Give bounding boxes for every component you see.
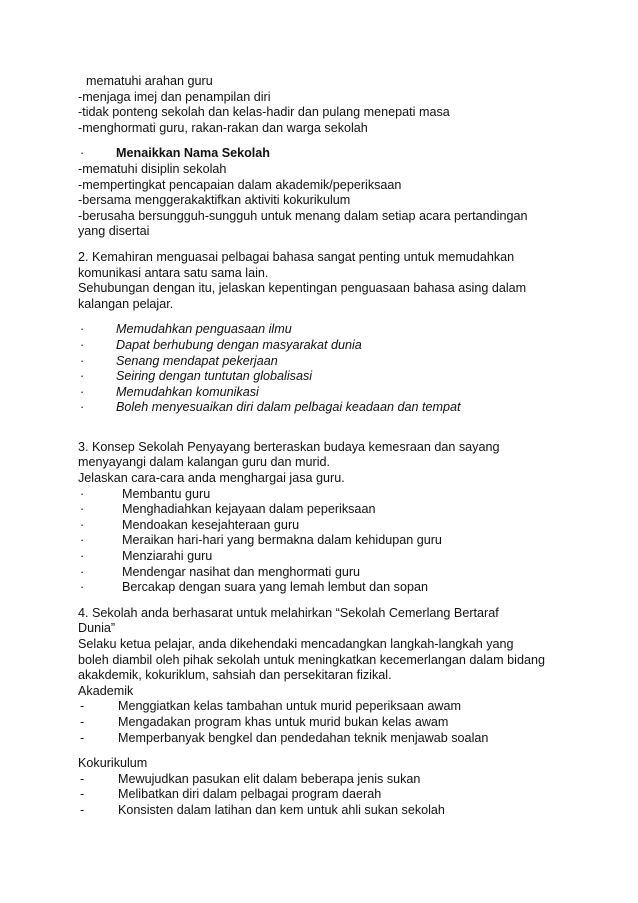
list-item: [78, 369, 578, 385]
bullet-marker: ·: [80, 337, 85, 352]
text-line: mematuhi arahan guru: [86, 74, 213, 88]
question-text: Jelaskan cara-cara anda menghargai jasa guru.: [78, 471, 345, 486]
question-text: Sehubungan dengan itu, jelaskan kepentingan penguasaan bahasa asing dalam: [78, 281, 527, 296]
list-item: [78, 322, 578, 338]
question-4: [78, 606, 578, 819]
bullet-marker: ·: [80, 400, 85, 415]
bullet-marker: ·: [80, 486, 85, 501]
section-heading-row: [78, 146, 578, 162]
list-item: [78, 787, 578, 803]
kokurikulum-section: [78, 756, 578, 818]
bullet-marker: ·: [80, 564, 85, 579]
list-item: [78, 385, 578, 401]
question-text: menyayangi dalam kalangan guru dan murid.: [78, 455, 331, 470]
list-item-text: Meraikan hari-hari yang bermakna dalam kehidupan guru: [122, 533, 442, 548]
list-item-text: Memudahkan komunikasi: [116, 384, 259, 399]
list-item-text: Bercakap dengan suara yang lemah lembut dan sopan: [122, 580, 428, 595]
section-school-name: [78, 146, 578, 240]
list-item: [78, 731, 578, 747]
list-item: [78, 565, 578, 581]
text-line: -menghormati guru, rakan-rakan dan warga sekolah: [78, 120, 368, 135]
dash-marker: -: [80, 714, 85, 729]
list-item: [78, 715, 578, 731]
list-item: [78, 699, 578, 715]
list-item: [78, 502, 578, 518]
list-item-text: Mendengar nasihat dan menghormati guru: [122, 564, 361, 579]
list-item: [78, 518, 578, 534]
bullet-marker: ·: [80, 502, 85, 517]
dash-marker: -: [80, 730, 85, 745]
bullet-marker: ·: [80, 533, 85, 548]
text-line: -tidak ponteng sekolah dan kelas-hadir dan pulang menepati masa: [78, 105, 450, 120]
list-item-text: Boleh menyesuaikan diri dalam pelbagai keadaan dan tempat: [116, 400, 461, 415]
text-line: yang disertai: [78, 224, 150, 239]
bullet-marker: ·: [80, 384, 85, 399]
bullet-marker: ·: [80, 549, 85, 564]
list-item: [78, 533, 578, 549]
dash-marker: -: [80, 787, 85, 802]
list-item: [78, 549, 578, 565]
bullet-marker: ·: [80, 353, 85, 368]
section-heading: Menaikkan Nama Sekolah: [116, 146, 270, 161]
list-item: [78, 400, 578, 416]
list-item: [78, 803, 578, 819]
answer-list: [78, 322, 578, 416]
subsection-heading: Kokurikulum: [78, 756, 148, 771]
question-text: Dunia”: [78, 621, 116, 636]
question-text: kalangan pelajar.: [78, 296, 174, 311]
list-item-text: Mendoakan kesejahteraan guru: [122, 517, 300, 532]
list-item-text: Memperbanyak bengkel dan pendedahan teknik menjawab soalan: [118, 730, 489, 745]
list-item-text: Menghadiahkan kejayaan dalam peperiksaan: [122, 502, 376, 517]
text-line: -mempertingkat pencapaian dalam akademik/peperiksaan: [78, 177, 402, 192]
list-item: [78, 487, 578, 503]
bullet-marker: ·: [80, 517, 85, 532]
list-item: [78, 338, 578, 354]
list-item-text: Dapat berhubung dengan masyarakat dunia: [116, 337, 362, 352]
list-item-text: Memudahkan penguasaan ilmu: [116, 322, 292, 337]
question-text: 3. Konsep Sekolah Penyayang berteraskan budaya kemesraan dan sayang: [78, 439, 500, 454]
list-item-text: Membantu guru: [122, 486, 211, 501]
question-text: 2. Kemahiran menguasai pelbagai bahasa sangat penting untuk memudahkan: [78, 249, 515, 264]
question-2: [78, 250, 578, 416]
question-text: 4. Sekolah anda berhasarat untuk melahirkan “Sekolah Cemerlang Bertaraf: [78, 605, 499, 620]
question-text: komunikasi antara satu sama lain.: [78, 265, 269, 280]
list-item: [78, 580, 578, 596]
dash-marker: -: [80, 699, 85, 714]
document-page: [78, 74, 578, 819]
text-line: -bersama menggerakaktifkan aktiviti kokurikulum: [78, 193, 351, 208]
question-3: [78, 440, 578, 596]
text-line: -mematuhi disiplin sekolah: [78, 161, 227, 176]
list-item-text: Mengadakan program khas untuk murid bukan kelas awam: [118, 714, 449, 729]
list-item-text: Konsisten dalam latihan dan kem untuk ahli sukan sekolah: [118, 802, 445, 817]
text-line: -menjaga imej dan penampilan diri: [78, 89, 271, 104]
bullet-marker: ·: [80, 146, 85, 161]
answer-list: [78, 487, 578, 596]
list-item-text: Menggiatkan kelas tambahan untuk murid peperiksaan awam: [118, 699, 462, 714]
bullet-marker: ·: [80, 580, 85, 595]
section-discipline-list: [78, 74, 578, 136]
list-item: [78, 772, 578, 788]
dash-marker: -: [80, 802, 85, 817]
dash-marker: -: [80, 771, 85, 786]
akademik-section: [78, 684, 578, 746]
bullet-marker: ·: [80, 369, 85, 384]
list-item-text: Senang mendapat pekerjaan: [116, 353, 278, 368]
list-item-text: Mewujudkan pasukan elit dalam beberapa jenis sukan: [118, 771, 421, 786]
question-text: boleh diambil oleh pihak sekolah untuk meningkatkan kecemerlangan dalam bidang: [78, 652, 545, 667]
list-item-text: Melibatkan diri dalam pelbagai program daerah: [118, 787, 382, 802]
subsection-heading: Akademik: [78, 683, 134, 698]
question-text: akakdemik, kokuriklum, sahsiah dan persekitaran fizikal.: [78, 668, 392, 683]
bullet-marker: ·: [80, 322, 85, 337]
text-line: -berusaha bersungguh-sungguh untuk menang dalam setiap acara pertandingan: [78, 208, 528, 223]
question-text: Selaku ketua pelajar, anda dikehendaki mencadangkan langkah-langkah yang: [78, 637, 514, 651]
list-item-text: Menziarahi guru: [122, 549, 213, 564]
list-item: [78, 354, 578, 370]
list-item-text: Seiring dengan tuntutan globalisasi: [116, 369, 313, 384]
